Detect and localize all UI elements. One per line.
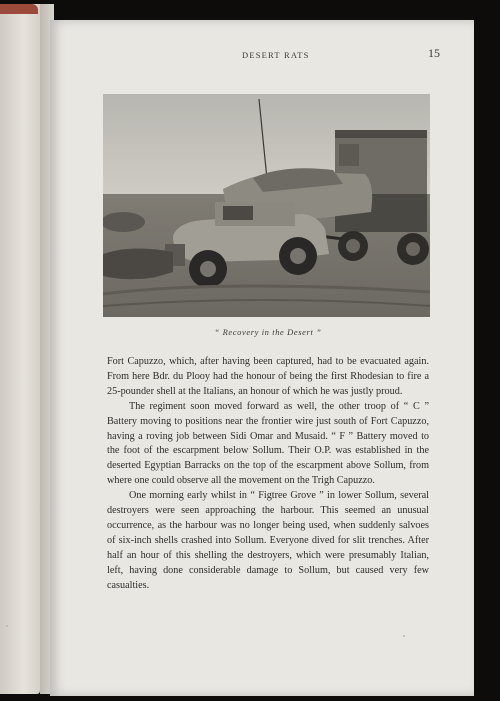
facing-page	[0, 4, 40, 694]
paper-speck	[403, 635, 405, 637]
photograph	[103, 94, 430, 317]
recovery-truck-photo-icon	[103, 94, 430, 317]
paragraph: The regiment soon moved forward as well, the other troop of “ C ” Battery moving to positions near the frontier wire just south of Fort Capuzzo, having a roving job between Sidi Omar and Musaid. “ F ” Battery moved to the foot of the escarpment below Sollum. Their O.P. was established in the deserted Egyptian Barracks on the top of the escarpment above Sollum, from where one could observe all the movement on the Trigh Capuzzo.	[107, 400, 429, 487]
figure-caption: “ Recovery in the Desert ”	[214, 327, 322, 337]
page-number: 15	[428, 46, 440, 60]
paragraph: Fort Capuzzo, which, after having been captured, had to be evacuated again. From here Bdr. du Plooy had the honour of being the first Rhodesian to fire a 25-pounder shell at the Italians, an honour of which he was justly proud.	[107, 356, 429, 397]
bookmark-ribbon	[0, 4, 38, 14]
body-text	[107, 355, 429, 594]
paragraph: One morning early whilst in “ Figtree Grove ” in lower Sollum, several destroyers were seen approaching the harbour. This seemed an unusual occurrence, as the harbour was no longer being used, when suddenly salvoes of six-inch shells crashed into Sollum. Everyone dived for slit trenches. After half an hour of this shelling the destroyers, which were presumably Italian, left, having done considerable damage to Sollum, but caused very few casualties.	[107, 490, 429, 591]
running-head: DESERT RATS	[242, 50, 310, 60]
paper-speck	[6, 625, 8, 627]
